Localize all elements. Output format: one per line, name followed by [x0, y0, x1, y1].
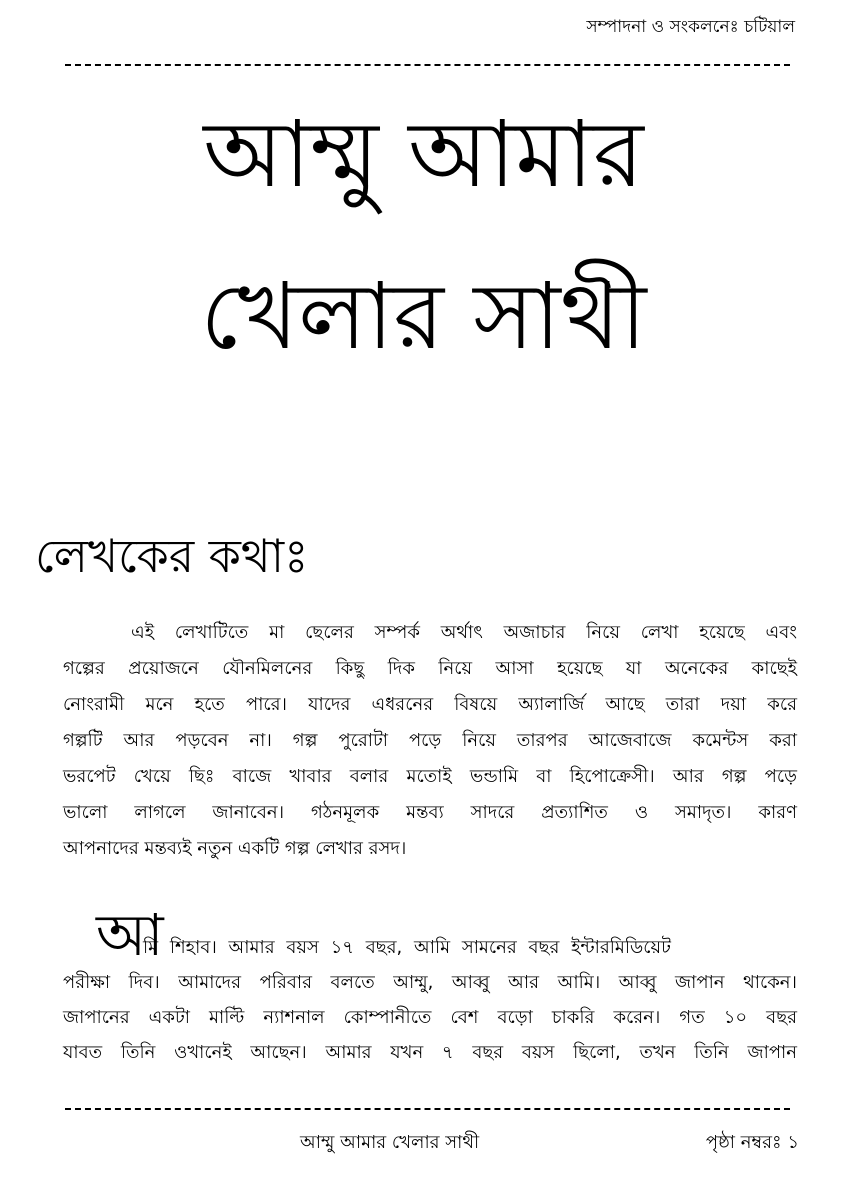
footer-divider [65, 1108, 790, 1110]
footer-title: আম্মু আমার খেলার সাথী [300, 1132, 480, 1153]
text-line: ভরপেট খেয়ে ছিঃ বাজে খাবার বলার মতোই ভন্ডামি বা হিপোক্রেসী। আর গল্প পড়ে [63, 766, 797, 787]
text-line: নোংরামী মনে হতে পারে। যাদের এধরনের বিষয়ে অ্যালার্জি আছে তারা দয়া করে [63, 694, 797, 715]
page-number: পৃষ্ঠা নম্বরঃ ১ [705, 1132, 799, 1153]
text-line: জাপানের একটা মাল্টি ন্যাশনাল কোম্পানীতে বেশ বড়ো চাকরি করেন। গত ১০ বছর [63, 1007, 797, 1028]
drop-cap: আ [96, 901, 164, 969]
text-line: যাবত তিনি ওখানেই আছেন। আমার যখন ৭ বছর বয়স ছিলো, তখন তিনি জাপান [63, 1042, 797, 1063]
text-line: এই লেখাটিতে মা ছেলের সম্পর্ক অর্থাৎ অজাচার নিয়ে লেখা হয়েছে এবং [131, 622, 797, 643]
preface-paragraph [63, 615, 797, 867]
title-line-1: আম্মু আমার [203, 101, 644, 208]
story-paragraph [63, 930, 797, 1070]
text-line: গল্পটি আর পড়বেন না। গল্প পুরোটা পড়ে নিয়ে তারপর আজেবাজে কমেন্টস করা [63, 730, 797, 751]
text-line: ভালো লাগলে জানাবেন। গঠনমূলক মন্তব্য সাদরে প্রত্যাশিত ও সমাদৃত। কারণ [63, 802, 797, 823]
preface-heading: লেখকের কথাঃ [35, 529, 309, 583]
header-credit: সম্পাদনা ও সংকলনেঃ চটিয়াল [586, 17, 795, 37]
text-line: গল্পের প্রয়োজনে যৌনমিলনের কিছু দিক নিয়ে আসা হয়েছে যা অনেকের কাছেই [63, 658, 797, 679]
title-line-2: খেলার সাথী [200, 263, 647, 370]
text-line: পরীক্ষা দিব। আমাদের পরিবার বলতে আম্মু, আব্বু আর আমি। আব্বু জাপান থাকেন। [63, 972, 797, 993]
text-line: আপনাদের মন্তব্যই নতুন একটি গল্প লেখার রসদ। [63, 838, 407, 859]
header-divider [65, 64, 790, 66]
text-line: মি শিহাব। আমার বয়স ১৭ বছর, আমি সামনের বছর ইন্টারমিডিয়েট [143, 937, 671, 958]
